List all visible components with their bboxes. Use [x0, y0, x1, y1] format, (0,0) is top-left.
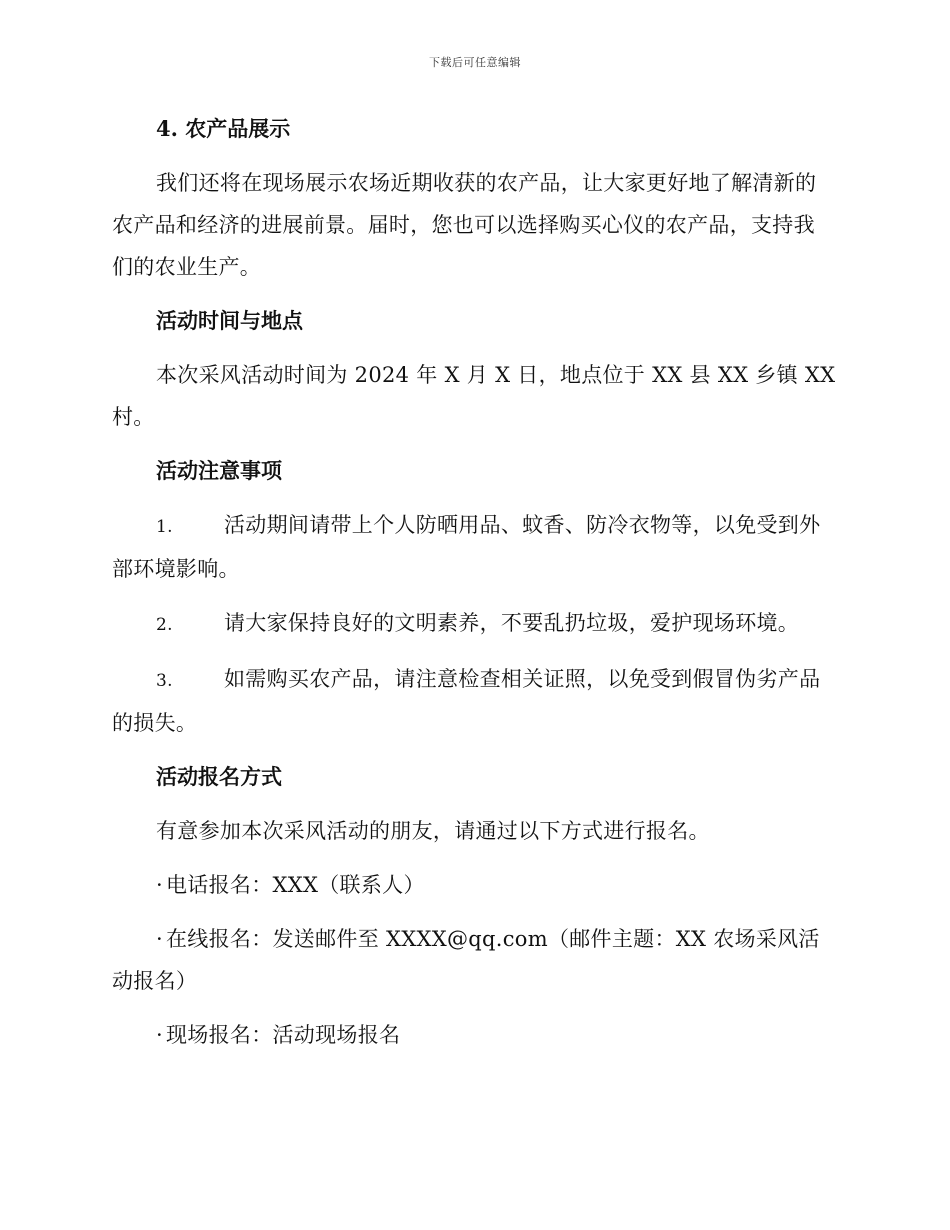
paragraph-time-location: 本次采风活动时间为 2024 年 X 月 X 日，地点位于 XX 县 XX 乡镇 XX 村。: [112, 363, 836, 429]
section-heading-time-location: 活动时间与地点: [156, 308, 303, 333]
document-body: [112, 108, 836, 1068]
list-item-text: 电话报名：XXX（联系人）: [166, 873, 425, 897]
list-item-number: 1.: [156, 517, 173, 537]
section-heading-notes: 活动注意事项: [156, 458, 282, 483]
list-item: [112, 918, 836, 1002]
section-heading-produce-display: 4. 农产品展示: [156, 116, 291, 141]
list-item-number: 3.: [156, 671, 173, 691]
header-note: 下载后可任意编辑: [429, 56, 521, 69]
list-item: [112, 1014, 836, 1056]
section-heading-registration: 活动报名方式: [156, 764, 282, 789]
bullet-mark: ·: [156, 927, 163, 951]
list-item-number: 2.: [156, 615, 173, 635]
list-item-text: 如需购买农产品，请注意检查相关证照，以免受到假冒伪劣产品的损失。: [112, 667, 821, 735]
list-item-text: 在线报名：发送邮件至 XXXX@qq.com（邮件主题：XX 农场采风活动报名）: [112, 927, 820, 993]
list-item: [112, 602, 836, 646]
paragraph-registration: 有意参加本次采风活动的朋友，请通过以下方式进行报名。: [156, 819, 710, 843]
list-item: [112, 504, 836, 590]
list-item-text: 活动期间请带上个人防晒用品、蚊香、防冷衣物等，以免受到外部环境影响。: [112, 513, 821, 581]
bullet-mark: ·: [156, 1023, 163, 1047]
list-item: [112, 658, 836, 744]
paragraph-produce-display: 我们还将在现场展示农场近期收获的农产品，让大家更好地了解清新的农产品和经济的进展前景。届时，您也可以选择购买心仪的农产品，支持我们的农业生产。: [112, 171, 817, 279]
list-item-text: 现场报名：活动现场报名: [166, 1023, 401, 1047]
bullet-mark: ·: [156, 873, 163, 897]
list-item: [112, 864, 836, 906]
list-item-text: 请大家保持良好的文明素养，不要乱扔垃圾，爱护现场环境。: [224, 611, 800, 635]
